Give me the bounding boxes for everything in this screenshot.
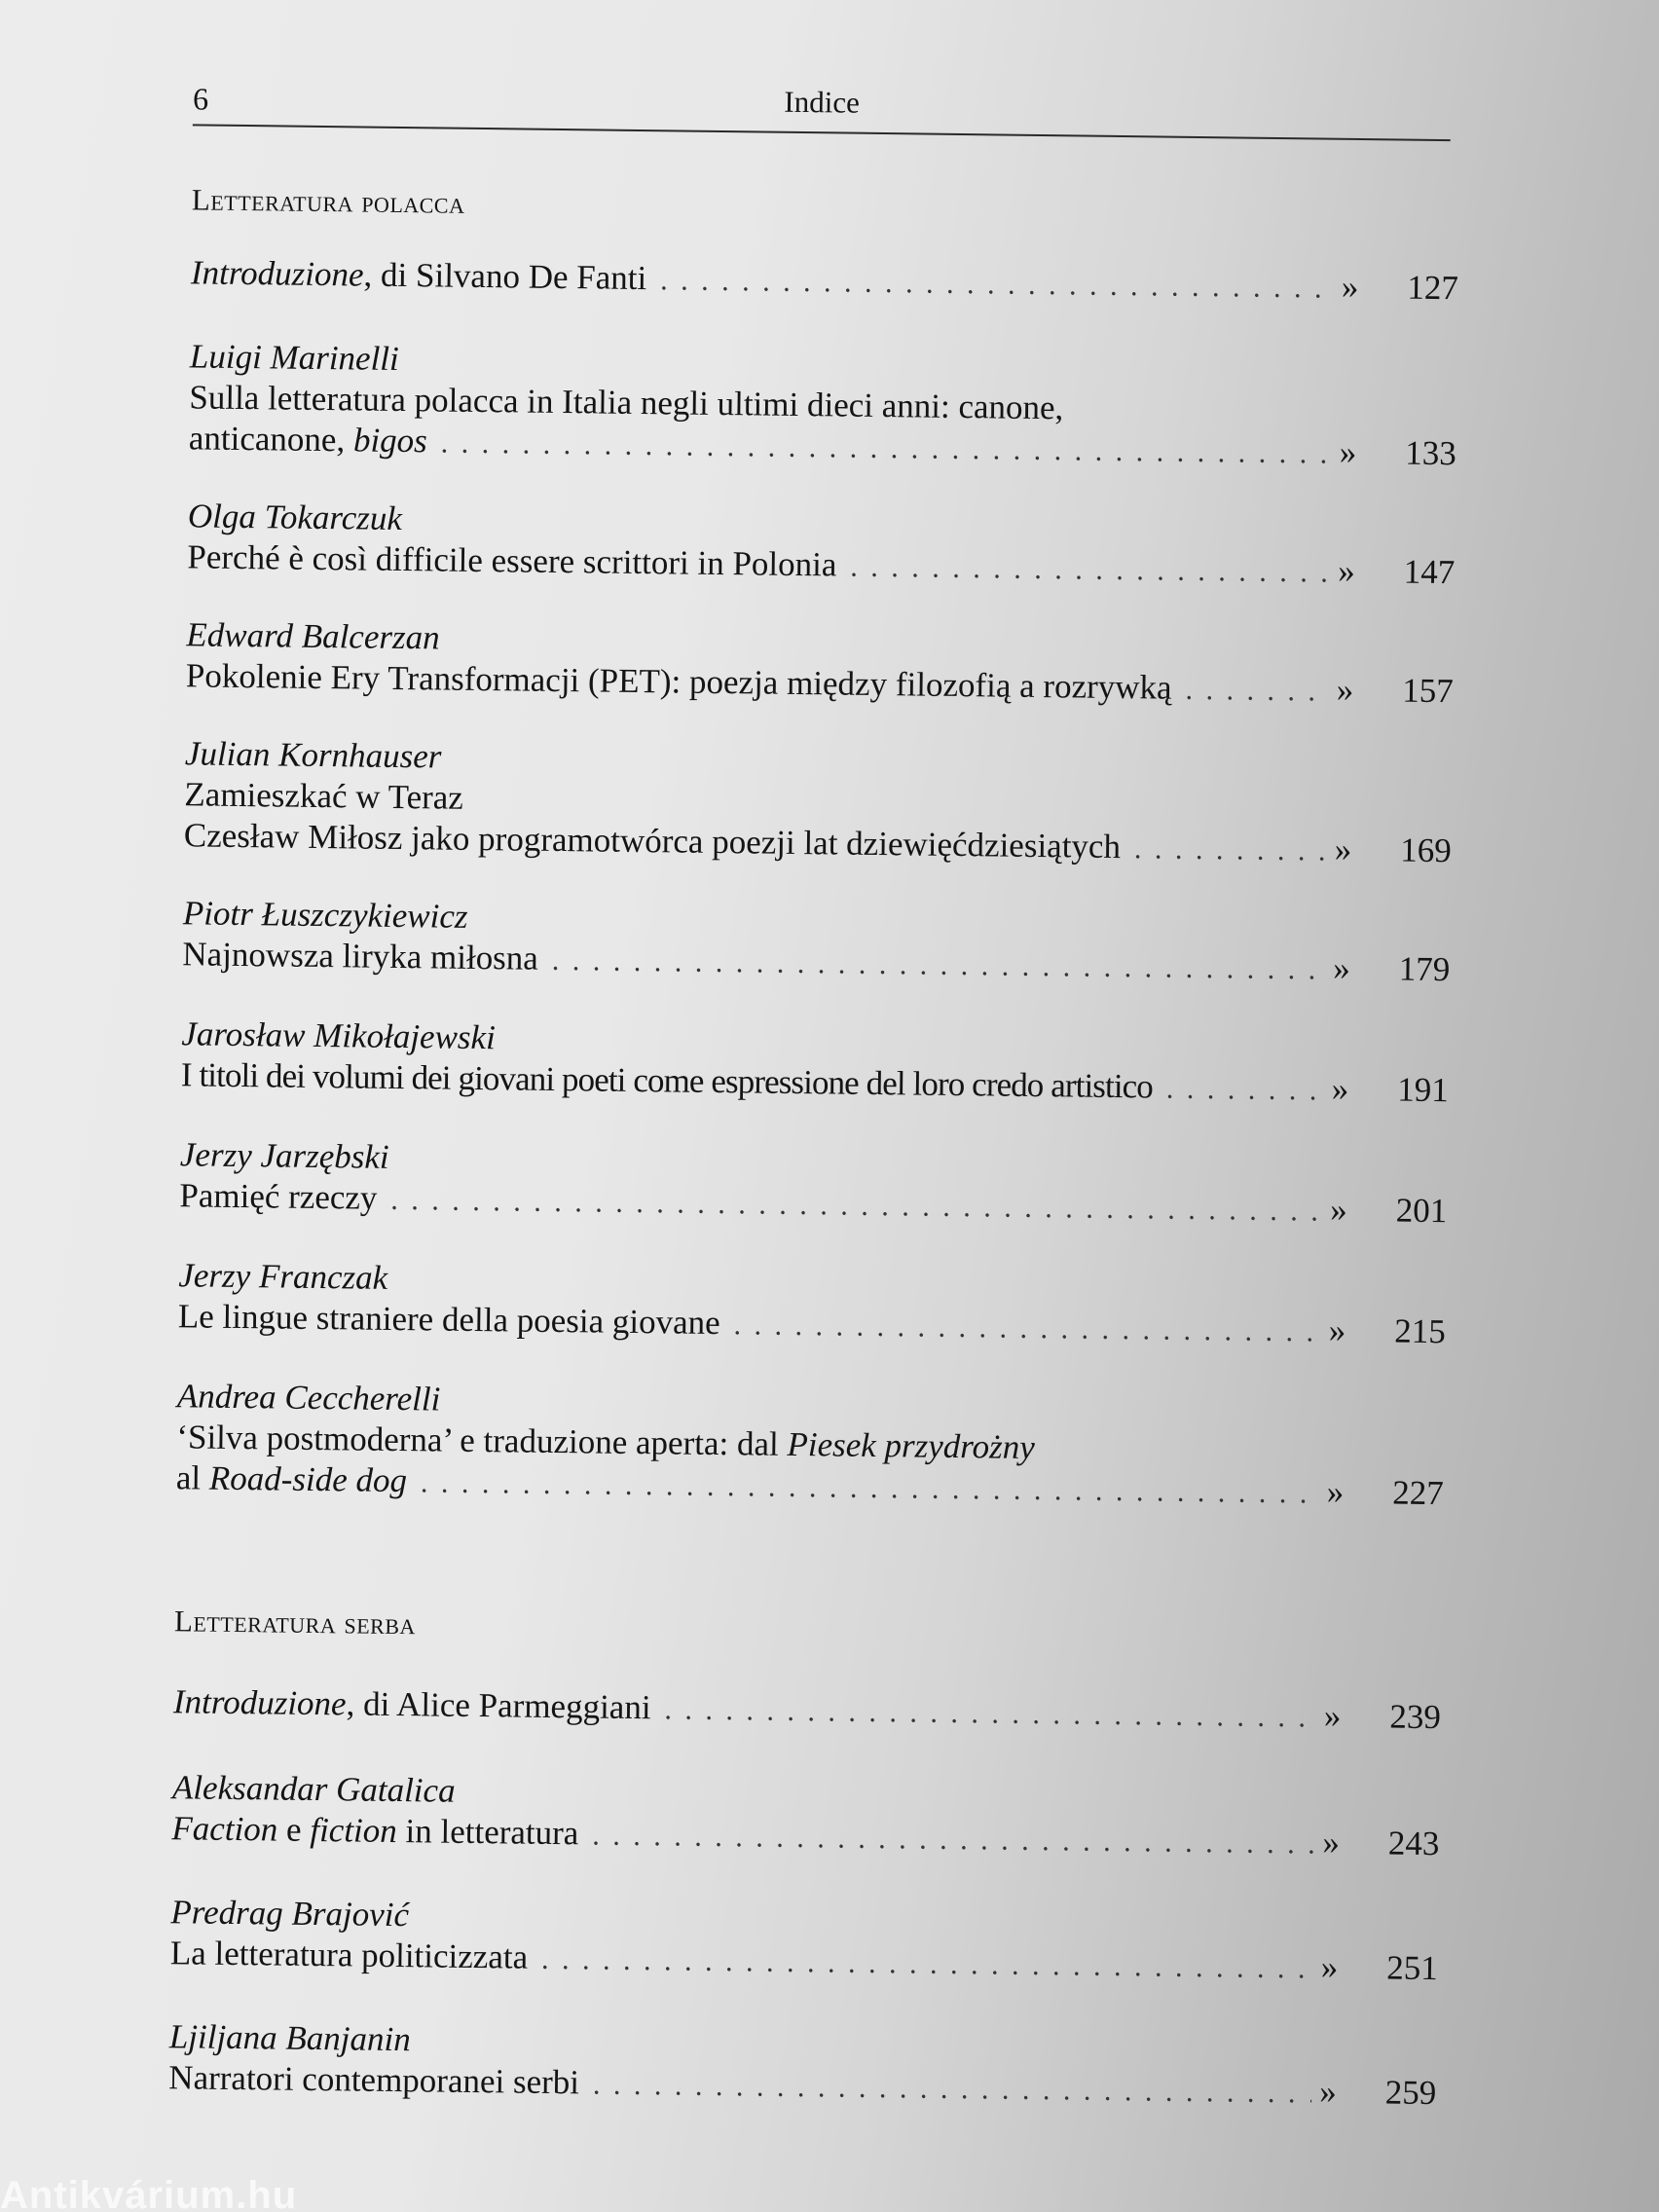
toc-entry[interactable] bbox=[189, 336, 1457, 476]
entry-title: Najnowsza liryka miłosna bbox=[182, 935, 539, 977]
toc-entry[interactable] bbox=[181, 1014, 1450, 1113]
page-marker: » bbox=[1318, 2072, 1337, 2111]
entry-author: Edward Balcerzan bbox=[186, 615, 440, 657]
page-ref: 179 bbox=[1398, 949, 1451, 989]
dot-leader bbox=[390, 1180, 1322, 1233]
dot-leader bbox=[1166, 1069, 1324, 1112]
page-ref: 157 bbox=[1402, 671, 1455, 711]
toc-entry[interactable] bbox=[171, 1767, 1440, 1866]
dot-leader bbox=[541, 1939, 1313, 1990]
toc-entry[interactable] bbox=[179, 1134, 1448, 1234]
entry-title: ‘Silva postmoderna’ e traduzione aperta: dal Piesek przydrożny bbox=[176, 1418, 1036, 1467]
toc-entry[interactable] bbox=[170, 1892, 1439, 1991]
page-marker: » bbox=[1326, 1472, 1345, 1511]
entry-author: Olga Tokarczuk bbox=[187, 497, 403, 538]
page-marker: » bbox=[1328, 1310, 1346, 1349]
entry-author: Aleksandar Gatalica bbox=[171, 1768, 456, 1810]
dot-leader bbox=[1185, 670, 1329, 713]
entry-title: La letteratura politicizzata bbox=[169, 1934, 529, 1976]
entry-author: Andrea Ceccherelli bbox=[176, 1377, 441, 1419]
toc-entry[interactable] bbox=[182, 893, 1451, 992]
toc-entry[interactable] bbox=[186, 614, 1455, 714]
dot-leader bbox=[850, 547, 1330, 594]
entry-title: Zamieszkać w Teraz bbox=[184, 775, 464, 817]
page-marker: » bbox=[1338, 551, 1356, 590]
entry-title: Introduzione, di Silvano De Fanti bbox=[190, 253, 647, 298]
entry-title: Le lingue straniere della poesia giovane bbox=[177, 1297, 720, 1343]
toc-entry[interactable] bbox=[173, 1681, 1441, 1740]
entry-title-cont: Czesław Miłosz jako programotwórca poezji lat dziewięćdziesiątych bbox=[183, 816, 1122, 866]
entry-title: Introduzione, di Alice Parmeggiani bbox=[172, 1682, 651, 1727]
dot-leader bbox=[1134, 829, 1327, 871]
page-ref: 133 bbox=[1405, 433, 1457, 473]
dot-leader bbox=[592, 1815, 1315, 1864]
dot-leader bbox=[441, 423, 1332, 474]
toc-entry[interactable] bbox=[168, 2016, 1437, 2116]
entry-author: Julian Kornhauser bbox=[184, 734, 442, 776]
running-header bbox=[193, 75, 1452, 141]
entry-title: Narratori contemporanei serbi bbox=[168, 2058, 580, 2102]
page-marker: » bbox=[1339, 432, 1357, 471]
section-heading: Letteratura serba bbox=[173, 1604, 417, 1641]
entry-title: I titoli dei volumi dei giovani poeti come espressione del loro credo artistico bbox=[180, 1055, 1154, 1106]
page-ref: 215 bbox=[1394, 1311, 1447, 1351]
page-ref: 169 bbox=[1400, 830, 1453, 870]
entry-title: Perché è così difficile essere scrittori in Polonia bbox=[187, 537, 837, 584]
entry-title-cont: al Road-side dog bbox=[175, 1458, 408, 1500]
page-marker: » bbox=[1331, 1069, 1349, 1108]
page-marker: » bbox=[1333, 948, 1351, 987]
toc-entry[interactable] bbox=[184, 733, 1453, 873]
entry-author: Ljiljana Banjanin bbox=[168, 2017, 412, 2059]
dot-leader bbox=[733, 1305, 1321, 1352]
page-ref: 239 bbox=[1389, 1697, 1442, 1737]
entry-author: Luigi Marinelli bbox=[189, 337, 400, 378]
page-ref: 243 bbox=[1387, 1824, 1440, 1863]
page-marker: » bbox=[1330, 1190, 1348, 1229]
entry-author: Piotr Łuszczykiewicz bbox=[182, 894, 468, 936]
page-ref: 227 bbox=[1392, 1473, 1444, 1513]
entry-author: Jarosław Mikołajewski bbox=[181, 1014, 497, 1057]
toc-entry[interactable] bbox=[187, 496, 1456, 595]
section-heading: Letteratura polacca bbox=[191, 182, 465, 220]
entry-author: Jerzy Jarzębski bbox=[179, 1135, 389, 1176]
page-marker: » bbox=[1322, 1823, 1341, 1862]
toc-entry[interactable] bbox=[176, 1376, 1445, 1516]
page-ref: 201 bbox=[1395, 1191, 1448, 1231]
dot-leader bbox=[421, 1462, 1319, 1514]
page-marker: » bbox=[1320, 1947, 1339, 1986]
dot-leader bbox=[593, 2065, 1312, 2115]
page-number: 6 bbox=[192, 81, 209, 117]
entry-title: Pokolenie Ery Transformacji (PET): poezja między filozofią a rozrywką bbox=[185, 656, 1172, 707]
page-ref: 147 bbox=[1403, 552, 1456, 592]
entry-author: Jerzy Franczak bbox=[178, 1256, 388, 1297]
dot-leader bbox=[552, 940, 1326, 991]
dot-leader bbox=[660, 260, 1334, 309]
page-ref: 251 bbox=[1386, 1948, 1439, 1988]
page-ref: 259 bbox=[1384, 2073, 1437, 2113]
dot-leader bbox=[664, 1689, 1316, 1738]
page-marker: » bbox=[1334, 830, 1352, 868]
entry-title: Pamięć rzeczy bbox=[179, 1176, 378, 1217]
entry-author: Predrag Brajović bbox=[170, 1893, 410, 1935]
toc-entry[interactable] bbox=[178, 1255, 1447, 1354]
page-marker: » bbox=[1341, 267, 1359, 306]
page-marker: » bbox=[1323, 1696, 1342, 1735]
page-marker: » bbox=[1336, 670, 1354, 709]
entry-title: Sulla letteratura polacca in Italia negli ultimi dieci anni: canone, bbox=[189, 378, 1064, 427]
watermark: Antikvárium.hu bbox=[0, 2174, 298, 2212]
entry-title-cont: anticanone, bigos bbox=[188, 419, 428, 461]
page-ref: 127 bbox=[1407, 268, 1459, 308]
page-ref: 191 bbox=[1397, 1070, 1450, 1110]
entry-title: Faction e fiction in letteratura bbox=[171, 1809, 579, 1853]
toc-entry[interactable] bbox=[191, 252, 1458, 311]
running-title: Indice bbox=[784, 84, 861, 120]
